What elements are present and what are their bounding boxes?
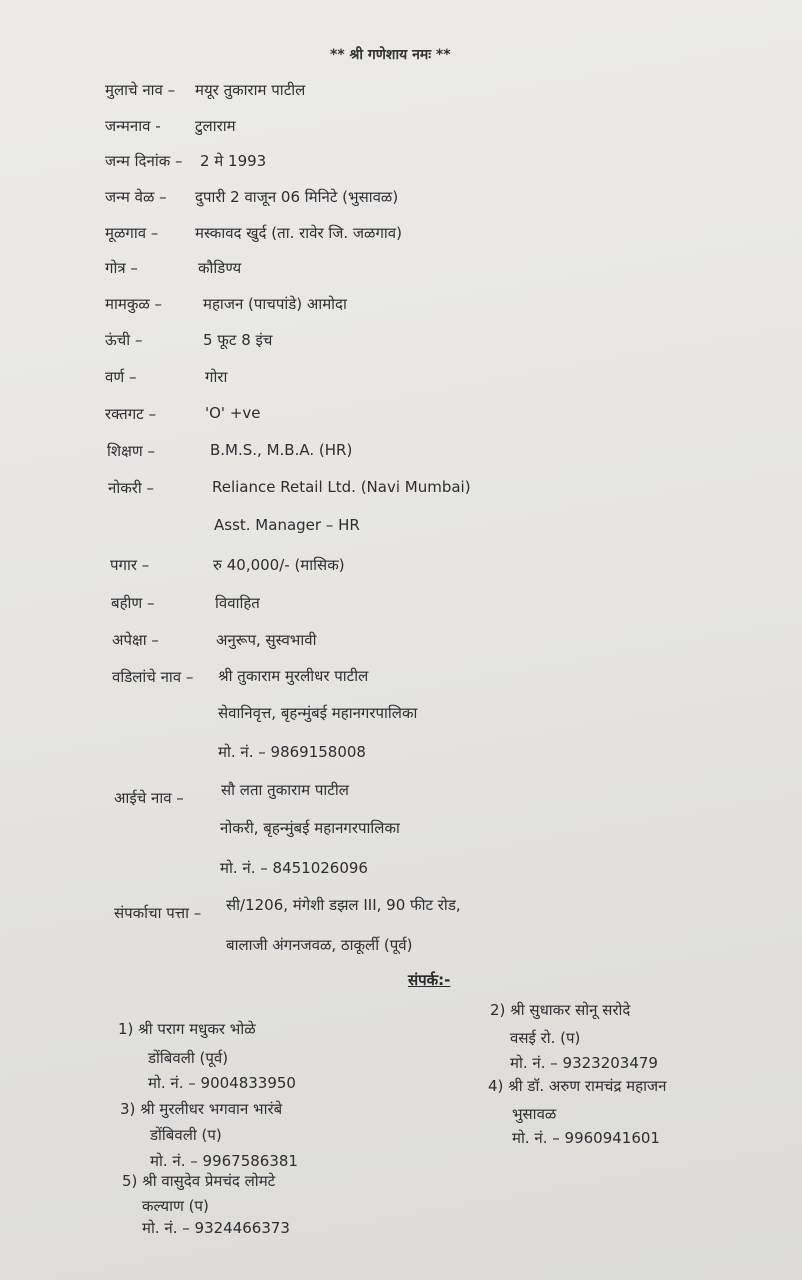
contact-place: डोंबिवली (पूर्व) (148, 1049, 229, 1067)
contact-place: भुसावळ (512, 1105, 557, 1123)
field-label: अपेक्षा – (112, 631, 159, 649)
contact-phone: मो. नं. – 9323203479 (510, 1054, 658, 1072)
contact-place: डोंबिवली (प) (150, 1126, 222, 1144)
contacts-heading: संपर्क:- (408, 971, 451, 989)
contact-phone: मो. नं. – 9967586381 (150, 1152, 298, 1170)
address-label: संपर्काचा पत्ता – (114, 904, 202, 922)
page-title: ** श्री गणेशाय नमः ** (330, 47, 451, 63)
father-job: सेवानिवृत्त, बृहन्मुंबई महानगरपालिका (218, 704, 418, 722)
field-label: जन्म दिनांक – (105, 152, 183, 170)
contact-place: वसई रो. (प) (510, 1029, 581, 1047)
field-label: गोत्र – (105, 259, 138, 277)
field-value: दुपारी 2 वाजून 06 मिनिटे (भुसावळ) (195, 188, 399, 206)
field-value: Asst. Manager – HR (214, 516, 360, 534)
field-value: टुलाराम (195, 117, 236, 135)
field-label: वर्ण – (105, 368, 137, 386)
field-label: मुलाचे नाव – (105, 81, 176, 99)
field-value: मस्कावद खुर्द (ता. रावेर जि. जळगाव) (195, 224, 402, 242)
field-value: महाजन (पाचपांडे) आमोदा (203, 295, 347, 313)
field-value: B.M.S., M.B.A. (HR) (210, 441, 353, 459)
contact-name: 1) श्री पराग मधुकर भोळे (118, 1020, 256, 1038)
field-label: बहीण – (111, 594, 155, 612)
field-value: 'O' +ve (205, 404, 261, 422)
father-name: श्री तुकाराम मुरलीधर पाटील (218, 667, 369, 685)
field-label: रक्तगट – (105, 405, 156, 423)
father-phone: मो. नं. – 9869158008 (218, 743, 366, 761)
mother-phone: मो. नं. – 8451026096 (220, 859, 368, 877)
field-value: 2 मे 1993 (200, 152, 267, 170)
field-value: गोरा (205, 368, 228, 386)
contact-place: कल्याण (प) (142, 1197, 209, 1215)
field-value: मयूर तुकाराम पाटील (195, 81, 306, 99)
field-value: 5 फूट 8 इंच (203, 331, 273, 349)
field-label: मूळगाव – (105, 224, 159, 242)
father-label: वडिलांचे नाव – (112, 668, 194, 686)
address-line1: सी/1206, मंगेशी डझल III, 90 फीट रोड, (226, 896, 461, 914)
field-label: ऊंची – (105, 331, 143, 349)
field-value: अनुरूप, सुस्वभावी (216, 631, 317, 649)
contact-phone: मो. नं. – 9960941601 (512, 1129, 660, 1147)
mother-name: सौ लता तुकाराम पाटील (221, 781, 349, 799)
address-line2: बालाजी अंगनजवळ, ठाकूर्ली (पूर्व) (226, 936, 413, 954)
contact-phone: मो. नं. – 9004833950 (148, 1074, 296, 1092)
field-label: नोकरी – (108, 479, 155, 497)
mother-job: नोकरी, बृहन्मुंबई महानगरपालिका (220, 819, 400, 837)
field-value: कौडिण्य (198, 259, 242, 277)
field-value: रु 40,000/- (मासिक) (213, 556, 345, 574)
field-label: जन्मनाव - (105, 117, 161, 135)
mother-label: आईचे नाव – (114, 789, 184, 807)
contact-name: 3) श्री मुरलीधर भगवान भारंबे (120, 1100, 283, 1118)
contact-name: 4) श्री डॉ. अरुण रामचंद्र महाजन (488, 1077, 667, 1095)
contact-phone: मो. नं. – 9324466373 (142, 1219, 290, 1237)
field-value: विवाहित (215, 594, 260, 612)
field-label: पगार – (110, 556, 150, 574)
contact-name: 5) श्री वासुदेव प्रेमचंद लोमटे (122, 1172, 276, 1190)
field-label: जन्म वेळ – (105, 188, 167, 206)
field-value: Reliance Retail Ltd. (Navi Mumbai) (212, 478, 471, 496)
contact-name: 2) श्री सुधाकर सोनू सरोदे (490, 1001, 631, 1019)
field-label: मामकुळ – (105, 295, 163, 313)
field-label: शिक्षण – (107, 442, 155, 460)
